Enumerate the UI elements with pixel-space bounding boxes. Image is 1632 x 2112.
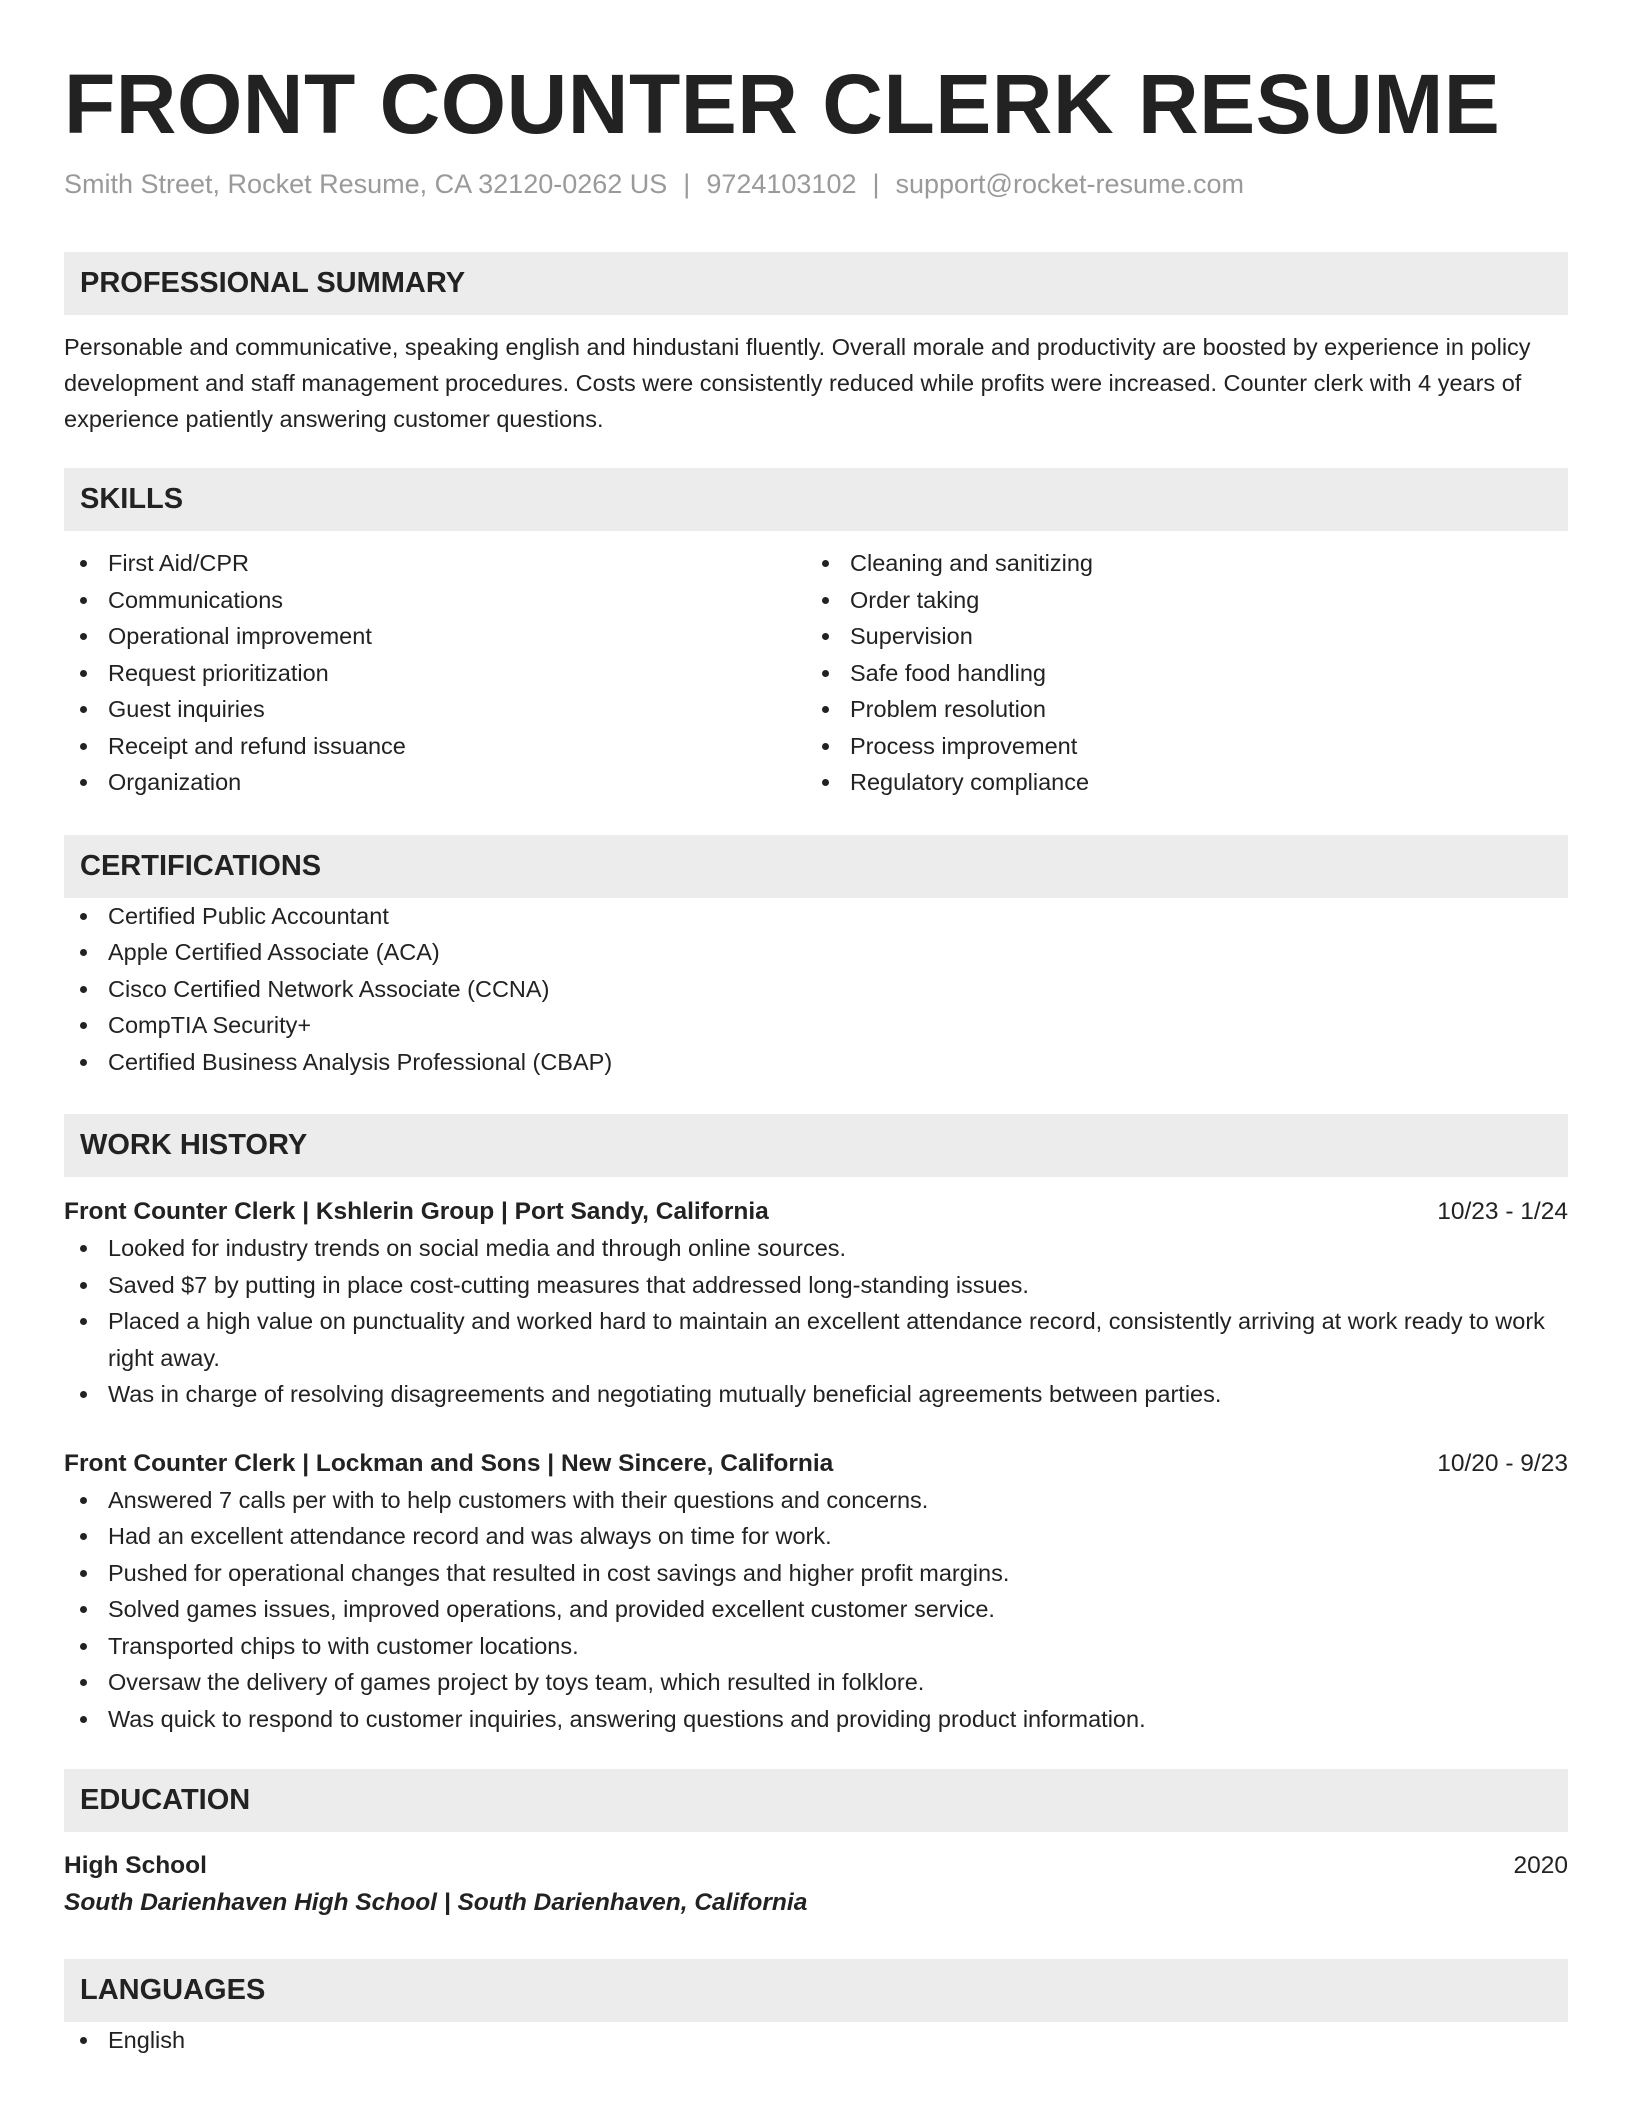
contact-phone: 9724103102 (706, 169, 857, 199)
skill-item: Process improvement (806, 728, 1548, 765)
contact-line (64, 166, 1568, 202)
skills-columns (64, 545, 1568, 801)
job-bullet: Answered 7 calls per with to help customers with their questions and concerns. (64, 1482, 1568, 1519)
contact-address: Smith Street, Rocket Resume, CA 32120-0262 US (64, 169, 668, 199)
job-bullet: Pushed for operational changes that resulted in cost savings and higher profit margins. (64, 1555, 1568, 1592)
skill-item: Receipt and refund issuance (64, 728, 806, 765)
job-bullets (64, 1230, 1568, 1413)
education-degree: High School (64, 1852, 207, 1879)
contact-separator: | (683, 169, 691, 199)
job-bullet: Placed a high value on punctuality and worked hard to maintain an excellent attendance record, consistently arriving at work ready to work right away. (64, 1303, 1568, 1376)
skill-item: First Aid/CPR (64, 545, 806, 582)
skill-item: Guest inquiries (64, 691, 806, 728)
skill-item: Operational improvement (64, 618, 806, 655)
job-bullets (64, 1482, 1568, 1738)
contact-separator: | (872, 169, 880, 199)
language-item: English (64, 2022, 1568, 2059)
education-year: 2020 (1513, 1852, 1568, 1879)
job-bullet: Transported chips to with customer locations. (64, 1628, 1568, 1665)
skills-list-right (806, 545, 1548, 801)
job-bullet: Was quick to respond to customer inquiries, answering questions and providing product information. (64, 1701, 1568, 1738)
job-bullet: Solved games issues, improved operations, and provided excellent customer service. (64, 1591, 1568, 1628)
skill-item: Safe food handling (806, 655, 1548, 692)
job-title: Front Counter Clerk | Kshlerin Group | Port Sandy, California (64, 1198, 769, 1225)
certification-item: Certified Business Analysis Professional (CBAP) (64, 1044, 1568, 1081)
job-title: Front Counter Clerk | Lockman and Sons | New Sincere, California (64, 1449, 834, 1477)
certification-item: Cisco Certified Network Associate (CCNA) (64, 971, 1568, 1008)
skill-item: Order taking (806, 582, 1548, 619)
skill-item: Regulatory compliance (806, 764, 1548, 801)
job-bullet: Saved $7 by putting in place cost-cutting measures that addressed long-standing issues. (64, 1267, 1568, 1304)
skills-list-left (64, 545, 806, 801)
skill-item: Problem resolution (806, 691, 1548, 728)
certification-item: Apple Certified Associate (ACA) (64, 934, 1568, 971)
languages-list (64, 2022, 1568, 2059)
skill-item: Cleaning and sanitizing (806, 545, 1548, 582)
job-bullet: Was in charge of resolving disagreements and negotiating mutually beneficial agreements between parties. (64, 1376, 1568, 1413)
section-header-certifications: CERTIFICATIONS (64, 835, 1568, 898)
section-header-education: EDUCATION (64, 1769, 1568, 1832)
job-bullet: Looked for industry trends on social media and through online sources. (64, 1230, 1568, 1267)
contact-email: support@rocket-resume.com (895, 169, 1245, 199)
job-dates: 10/20 - 9/23 (1437, 1449, 1568, 1477)
section-header-skills: SKILLS (64, 468, 1568, 531)
job-bullet: Had an excellent attendance record and was always on time for work. (64, 1518, 1568, 1555)
section-header-languages: LANGUAGES (64, 1959, 1568, 2022)
skills-column-right (806, 545, 1548, 801)
education-header (64, 1848, 1568, 1884)
skill-item: Communications (64, 582, 806, 619)
job-dates: 10/23 - 1/24 (1437, 1198, 1568, 1225)
resume-title: FRONT COUNTER CLERK RESUME (64, 57, 1501, 151)
job-bullet: Oversaw the delivery of games project by toys team, which resulted in folklore. (64, 1664, 1568, 1701)
skill-item: Supervision (806, 618, 1548, 655)
skills-column-left (64, 545, 806, 801)
skill-item: Request prioritization (64, 655, 806, 692)
job-header (64, 1194, 1568, 1230)
education-school: South Darienhaven High School | South Darienhaven, California (64, 1889, 808, 1916)
certification-item: CompTIA Security+ (64, 1007, 1568, 1044)
job-header (64, 1446, 1568, 1482)
summary-text: Personable and communicative, speaking english and hindustani fluently. Overall morale and productivity are boosted by experience in policy development and staff management procedures. Costs were consistently reduced while profits were increased. Counter clerk with 4 years of experience patiently answering customer questions. (64, 334, 1531, 432)
skill-item: Organization (64, 764, 806, 801)
section-header-summary: PROFESSIONAL SUMMARY (64, 252, 1568, 315)
section-header-work-history: WORK HISTORY (64, 1114, 1568, 1177)
certification-item: Certified Public Accountant (64, 898, 1568, 935)
certifications-list (64, 898, 1568, 1081)
